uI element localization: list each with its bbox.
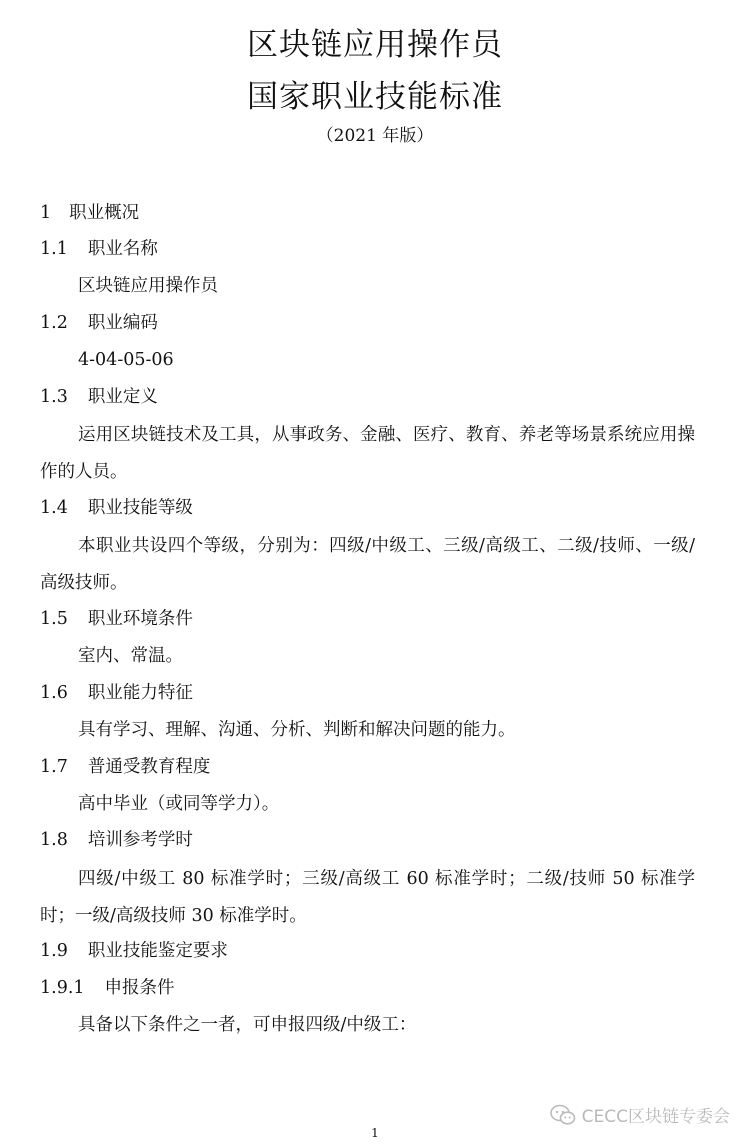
section-heading <box>40 685 193 703</box>
wechat-icon <box>550 1104 576 1126</box>
section-title: 职业技能鉴定要求 <box>87 941 228 961</box>
section-heading <box>40 205 139 223</box>
section-title: 普通受教育程度 <box>87 757 211 777</box>
environment-text: 室内、常温。 <box>78 646 183 666</box>
section-title: 申报条件 <box>104 978 175 998</box>
section-title: 职业环境条件 <box>87 609 193 629</box>
section-title: 培训参考学时 <box>87 830 193 850</box>
section-title: 职业概况 <box>69 203 140 223</box>
section-number: 1.5 <box>40 609 68 629</box>
section-title: 职业编码 <box>87 313 158 333</box>
section-heading <box>40 832 193 850</box>
section-title: 职业名称 <box>87 239 158 259</box>
section-number: 1.4 <box>40 498 68 518</box>
section-title: 职业能力特征 <box>87 683 193 703</box>
section-number: 1.9 <box>40 941 68 961</box>
training-paragraph: 四级/中级工 80 标准学时；三级/高级工 60 标准学时；二级/技师 50 标准学时；一级/高级技师 30 标准学时。 <box>40 869 695 926</box>
section-number: 1.9.1 <box>40 978 85 998</box>
title-line-1: 区块链应用操作员 <box>247 27 503 63</box>
watermark-text: CECC区块链专委会 <box>581 1107 730 1127</box>
ability-text: 具有学习、理解、沟通、分析、判断和解决问题的能力。 <box>78 720 516 740</box>
section-number: 1 <box>40 203 52 223</box>
section-heading <box>40 611 193 629</box>
section-title: 职业技能等级 <box>87 498 193 518</box>
edition-label: （2021 年版） <box>316 126 434 146</box>
section-number: 1.3 <box>40 387 68 407</box>
levels-paragraph: 本职业共设四个等级，分别为：四级/中级工、三级/高级工、二级/技师、一级/高级技师。 <box>40 536 695 593</box>
title-line-2: 国家职业技能标准 <box>247 79 503 115</box>
page-number: 1 <box>371 1126 379 1140</box>
occupation-code-text: 4-04-05-06 <box>78 350 174 370</box>
section-heading <box>40 759 210 777</box>
section-heading <box>40 315 158 333</box>
section-number: 1.1 <box>40 239 68 259</box>
section-heading <box>40 943 228 961</box>
section-number: 1.2 <box>40 313 68 333</box>
section-number: 1.6 <box>40 683 68 703</box>
section-heading <box>40 241 158 259</box>
apply-conditions-text: 具备以下条件之一者，可申报四级/中级工： <box>78 1015 417 1035</box>
section-title: 职业定义 <box>87 387 158 407</box>
section-heading <box>40 980 175 998</box>
occupation-name-text: 区块链应用操作员 <box>78 276 218 296</box>
definition-paragraph: 运用区块链技术及工具，从事政务、金融、医疗、教育、养老等场景系统应用操作的人员。 <box>40 425 695 482</box>
section-heading <box>40 389 158 407</box>
section-number: 1.8 <box>40 830 68 850</box>
section-heading <box>40 500 193 518</box>
education-text: 高中毕业（或同等学力）。 <box>78 794 280 814</box>
watermark <box>550 1102 730 1127</box>
section-number: 1.7 <box>40 757 68 777</box>
